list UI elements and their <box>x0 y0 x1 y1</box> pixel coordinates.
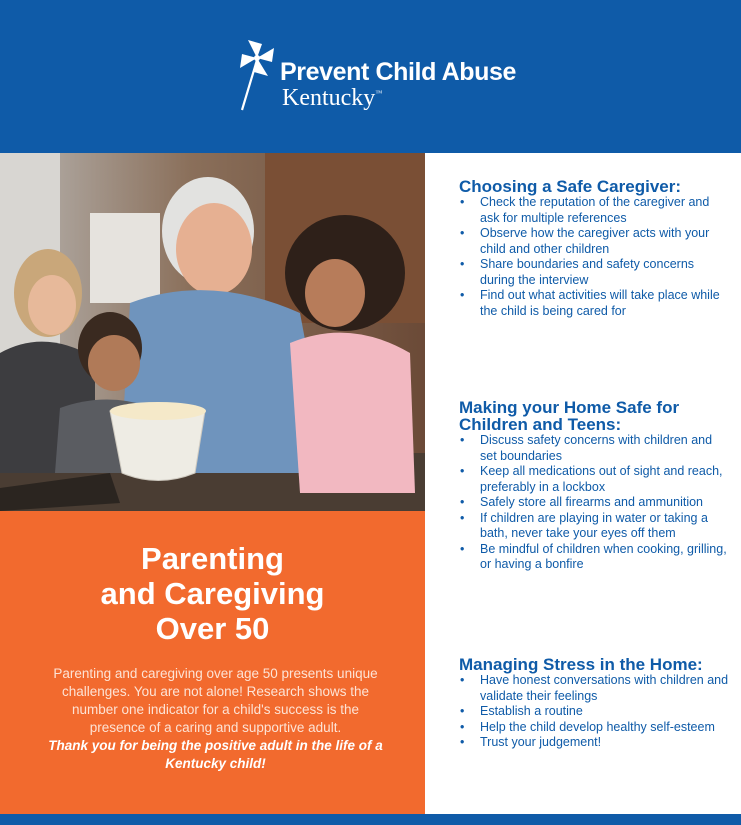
section-title: Managing Stress in the Home: <box>459 655 703 674</box>
title-line: Parenting <box>141 541 284 576</box>
list-item: • Share boundaries and safety concerns during the interview <box>459 257 729 288</box>
section-safe-caregiver <box>459 178 729 319</box>
list-item: • Safely store all firearms and ammunition <box>459 495 729 511</box>
bullet-list <box>459 673 729 751</box>
brand-region-text: Kentucky <box>282 85 376 111</box>
list-item: • Have honest conversations with children and validate their feelings <box>459 673 729 704</box>
list-item: • Trust your judgement! <box>459 735 729 751</box>
list-item: • Observe how the caregiver acts with your child and other children <box>459 226 729 257</box>
list-item: • Keep all medications out of sight and reach, preferably in a lockbox <box>459 464 729 495</box>
section-title: Choosing a Safe Caregiver: <box>459 177 682 196</box>
title-line: and Caregiving <box>100 576 325 611</box>
list-item: • Help the child develop healthy self-esteem <box>459 720 729 736</box>
brand-name: Prevent Child Abuse <box>280 58 516 86</box>
list-item: • If children are playing in water or taking a bath, never take your eyes off them <box>459 511 729 542</box>
intro-paragraph <box>48 665 383 773</box>
list-item: • Check the reputation of the caregiver and ask for multiple references <box>459 195 729 226</box>
family-photo-illustration <box>0 153 425 511</box>
list-item: • Be mindful of children when cooking, grilling, or having a bonfire <box>459 542 729 573</box>
list-item: • Discuss safety concerns with children and set boundaries <box>459 433 729 464</box>
footer-bar <box>0 814 741 825</box>
brand-region <box>282 85 382 112</box>
bullet-list <box>459 433 729 573</box>
intro-emphasis: Thank you for being the positive adult in the life of a Kentucky child! <box>48 738 383 771</box>
section-title: Making your Home Safe for Children and Teens: <box>459 398 680 434</box>
intro-panel <box>0 511 425 814</box>
pinwheel-icon <box>234 38 280 112</box>
section-home-safe <box>459 399 729 573</box>
title-line: Over 50 <box>155 611 270 646</box>
bullet-list <box>459 195 729 319</box>
list-item: • Find out what activities will take place while the child is being cared for <box>459 288 729 319</box>
trademark-symbol: ™ <box>375 89 383 97</box>
section-managing-stress <box>459 656 729 751</box>
list-item: • Establish a routine <box>459 704 729 720</box>
header-banner <box>0 0 741 153</box>
page-title <box>0 541 425 646</box>
intro-text: Parenting and caregiving over age 50 presents unique challenges. You are not alone! Research shows the number one indicator for a child's success is the presence of a caring and supportive adult. <box>53 666 378 735</box>
brand-logo <box>234 38 554 118</box>
tips-column <box>425 153 741 814</box>
family-photo <box>0 153 425 511</box>
